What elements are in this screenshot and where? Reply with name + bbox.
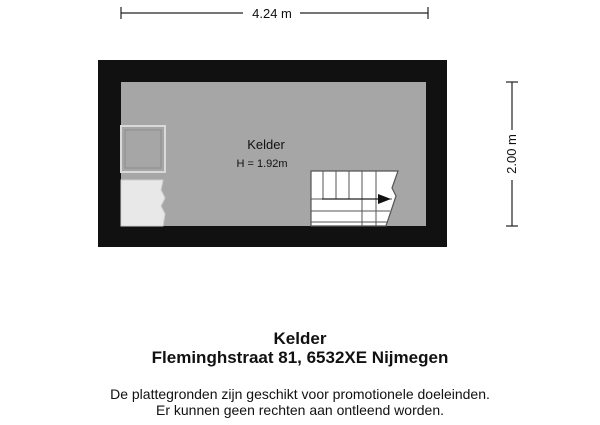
width-dimension-label: 4.24 m — [252, 6, 292, 21]
room-height-label: H = 1.92m — [236, 158, 288, 170]
plan-address: Fleminghstraat 81, 6532XE Nijmegen — [151, 348, 449, 367]
staircase — [311, 171, 398, 226]
depth-dimension-label: 2.00 m — [504, 134, 519, 174]
room-name-label: Kelder — [247, 137, 285, 152]
plan-title: Kelder — [273, 329, 327, 348]
square-fixture — [121, 126, 165, 172]
disclaimer-line-2: Er kunnen geen rechten aan ontleend worden. — [156, 402, 444, 418]
disclaimer-line-1: De plattegronden zijn geschikt voor promotionele doeleinden. — [110, 386, 490, 402]
cabinet-fixture — [121, 180, 165, 226]
